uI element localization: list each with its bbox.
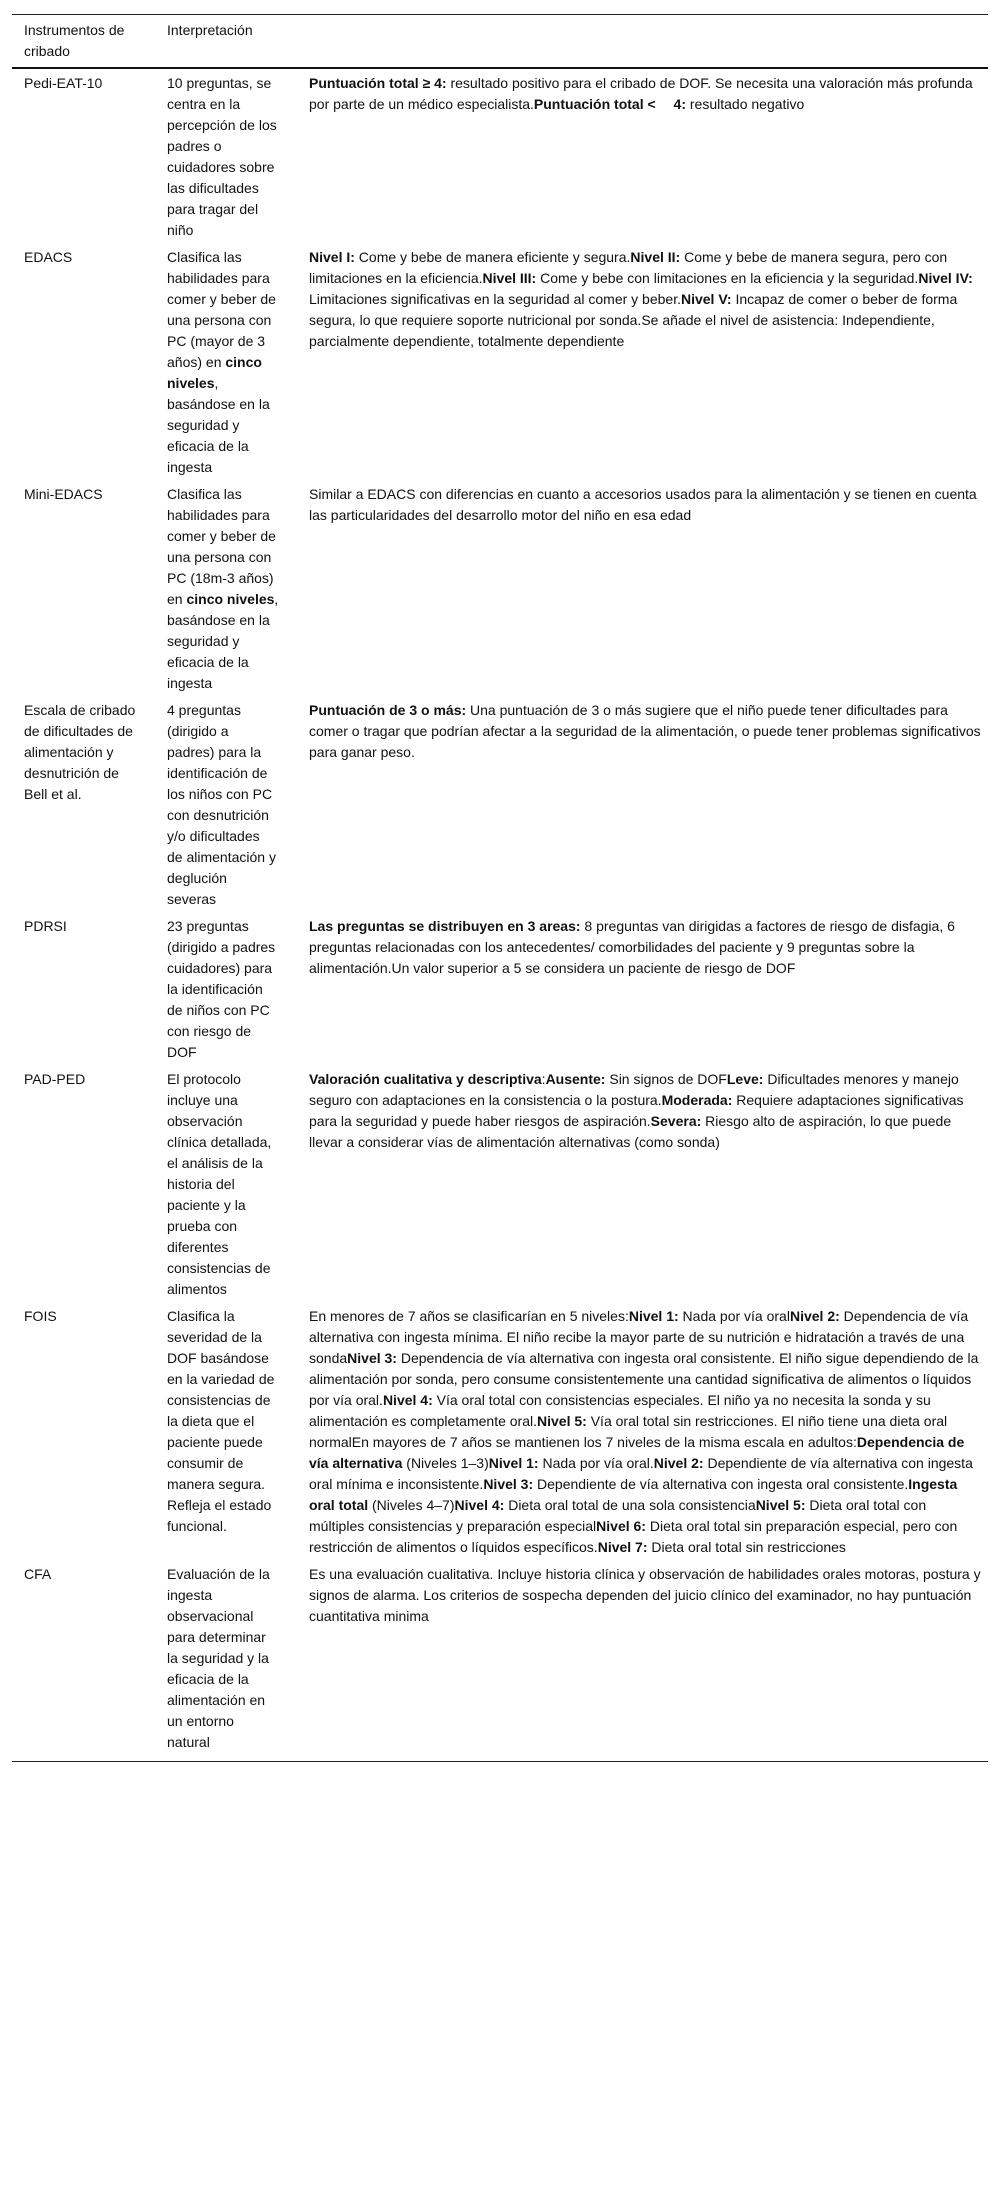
description-cell (155, 1303, 297, 1561)
screening-instruments-table-container (12, 14, 988, 1762)
text-segment: Dieta oral total sin restricciones (647, 1539, 846, 1555)
table-header (12, 15, 988, 69)
text-segment: Dependencia de vía alternativa con ingesta mínima. El niño recibe la mayor parte de su nutrición e hidratación a través de una sonda (309, 1308, 969, 1366)
text-segment: Dieta oral total de una sola consistencia (504, 1497, 756, 1513)
interpretation-cell (297, 1303, 988, 1561)
instrument-name-cell: FOIS (24, 1308, 57, 1324)
text-segment: 23 preguntas (dirigido a padres cuidadores) para la identificación de niños con PC con riesgo de DOF (167, 918, 276, 1060)
text-segment: 10 preguntas, se centra en la percepción de los padres o cuidadores sobre las dificultades para tragar del niño (167, 75, 277, 238)
description-cell (155, 1561, 297, 1762)
header-empty (297, 15, 988, 69)
text-segment: Es una evaluación cualitativa. Incluye historia clínica y observación de habilidades orales motoras, postura y signos de alarma. Los criterios de sospecha dependen del juicio clínico del examinador, no hay puntuación cuantitativa minima (309, 1566, 981, 1624)
text-segment: Una puntuación de 3 o más sugiere que el niño puede tener dificultades para comer o tragar que podrían afectar a la seguridad de la alimentación, o puede tener problemas significativos para ganar peso. (309, 702, 981, 760)
bold-text-segment: Leve: (726, 1071, 764, 1087)
text-segment: , basándose en la seguridad y eficacia de la ingesta (167, 375, 270, 475)
bold-text-segment: Ingesta oral total (309, 1476, 958, 1513)
bold-text-segment: Severa: (650, 1113, 702, 1129)
text-segment: Dieta oral total sin preparación especial, pero con restricción de alimentos o líquidos específicos. (309, 1518, 958, 1555)
header-instruments: Instrumentos de cribado (24, 22, 125, 59)
description-cell (155, 697, 297, 913)
instrument-name-cell: Mini-EDACS (24, 486, 103, 502)
bold-text-segment: cinco niveles (167, 354, 262, 391)
text-segment: Come y bebe con limitaciones en la eficiencia y la seguridad. (536, 270, 919, 286)
bold-text-segment: Nivel 2: (653, 1455, 704, 1471)
bold-text-segment: Ausente: (545, 1071, 606, 1087)
instrument-name-cell: PAD-PED (24, 1071, 86, 1087)
text-segment: Incapaz de comer o beber de forma segura, lo que requiere soporte nutricional por sonda.Se añade el nivel de asistencia: Independiente, parcialmente dependiente, totalmente dependiente (309, 291, 958, 349)
text-segment: Clasifica la severidad de la DOF basándose en la variedad de consistencias de la dieta que el paciente puede consumir de manera segura. Refleja el estado funcional. (167, 1308, 275, 1534)
bold-text-segment: Nivel I: (309, 249, 355, 265)
bold-text-segment: Nivel 2: (789, 1308, 840, 1324)
bold-text-segment: Nivel V: (680, 291, 732, 307)
bold-text-segment: Puntuación total ≥ 4: (309, 75, 447, 91)
text-segment: Vía oral total con consistencias especiales. El niño ya no necesita la sonda y su alimentación es completamente oral. (309, 1392, 931, 1429)
bold-text-segment: Nivel 6: (596, 1518, 646, 1534)
bold-text-segment: Nivel 1: (628, 1308, 679, 1324)
interpretation-cell (297, 68, 988, 244)
text-segment: Vía oral total sin restricciones. El niño tiene una dieta oral normalEn mayores de 7 años se mantienen los 7 niveles de la misma escala en adultos: (309, 1413, 948, 1450)
description-cell (155, 913, 297, 1066)
text-segment: Limitaciones significativas en la seguridad al comer y beber. (309, 291, 681, 307)
text-segment: resultado negativo (686, 96, 805, 112)
table-row (12, 697, 988, 913)
bold-text-segment: Dependencia de vía alternativa (309, 1434, 965, 1471)
bold-text-segment: Nivel II: (630, 249, 681, 265)
description-cell (155, 244, 297, 481)
bold-text-segment: Las preguntas se distribuyen en 3 areas: (309, 918, 581, 934)
interpretation-cell (297, 913, 988, 1066)
text-segment: resultado positivo para el cribado de DOF. Se necesita una valoración más profunda por parte de un médico especialista. (309, 75, 973, 112)
bold-text-segment: Nivel 5: (537, 1413, 587, 1429)
text-segment: El protocolo incluye una observación clínica detallada, el análisis de la historia del paciente y la prueba con diferentes consistencias de alimentos (167, 1071, 272, 1297)
bold-text-segment: Nivel 3: (347, 1350, 397, 1366)
text-segment: Come y bebe de manera eficiente y segura. (354, 249, 631, 265)
text-segment: , basándose en la seguridad y eficacia de la ingesta (167, 591, 279, 691)
bold-text-segment: Nivel III: (482, 270, 537, 286)
text-segment: Dependiente de vía alternativa con ingesta oral consistente. (533, 1476, 909, 1492)
bold-text-segment: Nivel IV: (918, 270, 973, 286)
table-row (12, 1561, 988, 1762)
header-interpretation: Interpretación (167, 22, 253, 38)
header-row (12, 15, 988, 69)
table-row (12, 481, 988, 697)
bold-text-segment: Nivel 5: (755, 1497, 806, 1513)
description-cell (155, 68, 297, 244)
text-segment: : (541, 1071, 546, 1087)
table-row (12, 1303, 988, 1561)
text-segment: Dieta oral total con múltiples consistencias y preparación especial (309, 1497, 927, 1534)
table-body (12, 68, 988, 1762)
table-row (12, 68, 988, 244)
instrument-name-cell: PDRSI (24, 918, 67, 934)
bold-text-segment: Nivel 7: (597, 1539, 648, 1555)
bold-text-segment: Moderada: (661, 1092, 733, 1108)
text-segment: Clasifica las habilidades para comer y beber de una persona con PC (18m-3 años) en (167, 486, 276, 607)
bold-text-segment: Nivel 3: (483, 1476, 534, 1492)
text-segment: Clasifica las habilidades para comer y beber de una persona con PC (mayor de 3 años) en (167, 249, 276, 370)
bold-text-segment: Valoración cualitativa y descriptiva (309, 1071, 542, 1087)
text-segment: Nada por vía oral. (538, 1455, 654, 1471)
description-cell (155, 481, 297, 697)
interpretation-cell (297, 244, 988, 481)
text-segment: Sin signos de DOF (605, 1071, 727, 1087)
description-cell (155, 1066, 297, 1303)
bold-text-segment: cinco niveles (186, 591, 275, 607)
text-segment: (Niveles 1–3) (402, 1455, 489, 1471)
table-row (12, 244, 988, 481)
text-segment: 4 preguntas (dirigido a padres) para la identificación de los niños con PC con desnutrición y/o dificultades de alimentación y deglución severas (167, 702, 276, 907)
text-segment: Come y bebe de manera segura, pero con limitaciones en la eficiencia. (309, 249, 948, 286)
text-segment: Riesgo alto de aspiración, lo que puede llevar a considerar vías de alimentación alternativas (como sonda) (309, 1113, 952, 1150)
bold-text-segment: Puntuación de 3 o más: (309, 702, 467, 718)
table-row (12, 913, 988, 1066)
instrument-name-cell: Pedi-EAT-10 (24, 75, 103, 91)
bold-text-segment: Nivel 4: (382, 1392, 433, 1408)
text-segment: Dependiente de vía alternativa con ingesta oral mínima e inconsistente. (309, 1455, 973, 1492)
text-segment: Nada por vía oral (678, 1308, 790, 1324)
screening-instruments-table (12, 14, 988, 1762)
interpretation-cell (297, 481, 988, 697)
table-row (12, 1066, 988, 1303)
interpretation-cell (297, 1561, 988, 1762)
text-segment: Dependencia de vía alternativa con ingesta oral consistente. El niño sigue dependiendo de la alimentación por sonda, pero consume consistentemente una cantidad significativa de alimentos o líquidos por vía oral. (309, 1350, 979, 1408)
interpretation-cell (297, 1066, 988, 1303)
text-segment: Requiere adaptaciones significativas para la seguridad y puede haber riesgos de aspiración. (309, 1092, 964, 1129)
text-segment: Similar a EDACS con diferencias en cuanto a accesorios usados para la alimentación y se tienen en cuenta las particularidades del desarrollo motor del niño en esa edad (309, 486, 977, 523)
interpretation-cell (297, 697, 988, 913)
instrument-name-cell: EDACS (24, 249, 73, 265)
text-segment: 8 preguntas van dirigidas a factores de riesgo de disfagia, 6 preguntas relacionadas con los antecedentes/ comorbilidades del paciente y 9 preguntas sobre la alimentación.Un valor superior a 5 se considera un paciente de riesgo de DOF (309, 918, 955, 976)
text-segment: (Niveles 4–7) (368, 1497, 455, 1513)
bold-text-segment: Nivel 1: (488, 1455, 539, 1471)
bold-text-segment: Nivel 4: (454, 1497, 505, 1513)
instrument-name-cell: Escala de cribado de dificultades de alimentación y desnutrición de Bell et al. (24, 702, 136, 802)
text-segment: Evaluación de la ingesta observacional para determinar la seguridad y la eficacia de la alimentación en un entorno natural (167, 1566, 270, 1750)
text-segment: En menores de 7 años se clasificarían en 5 niveles: (309, 1308, 629, 1324)
text-segment: Dificultades menores y manejo seguro con adaptaciones en la consistencia o la postura. (309, 1071, 959, 1108)
instrument-name-cell: CFA (24, 1566, 52, 1582)
bold-text-segment: Puntuación total < 4: (533, 96, 686, 112)
